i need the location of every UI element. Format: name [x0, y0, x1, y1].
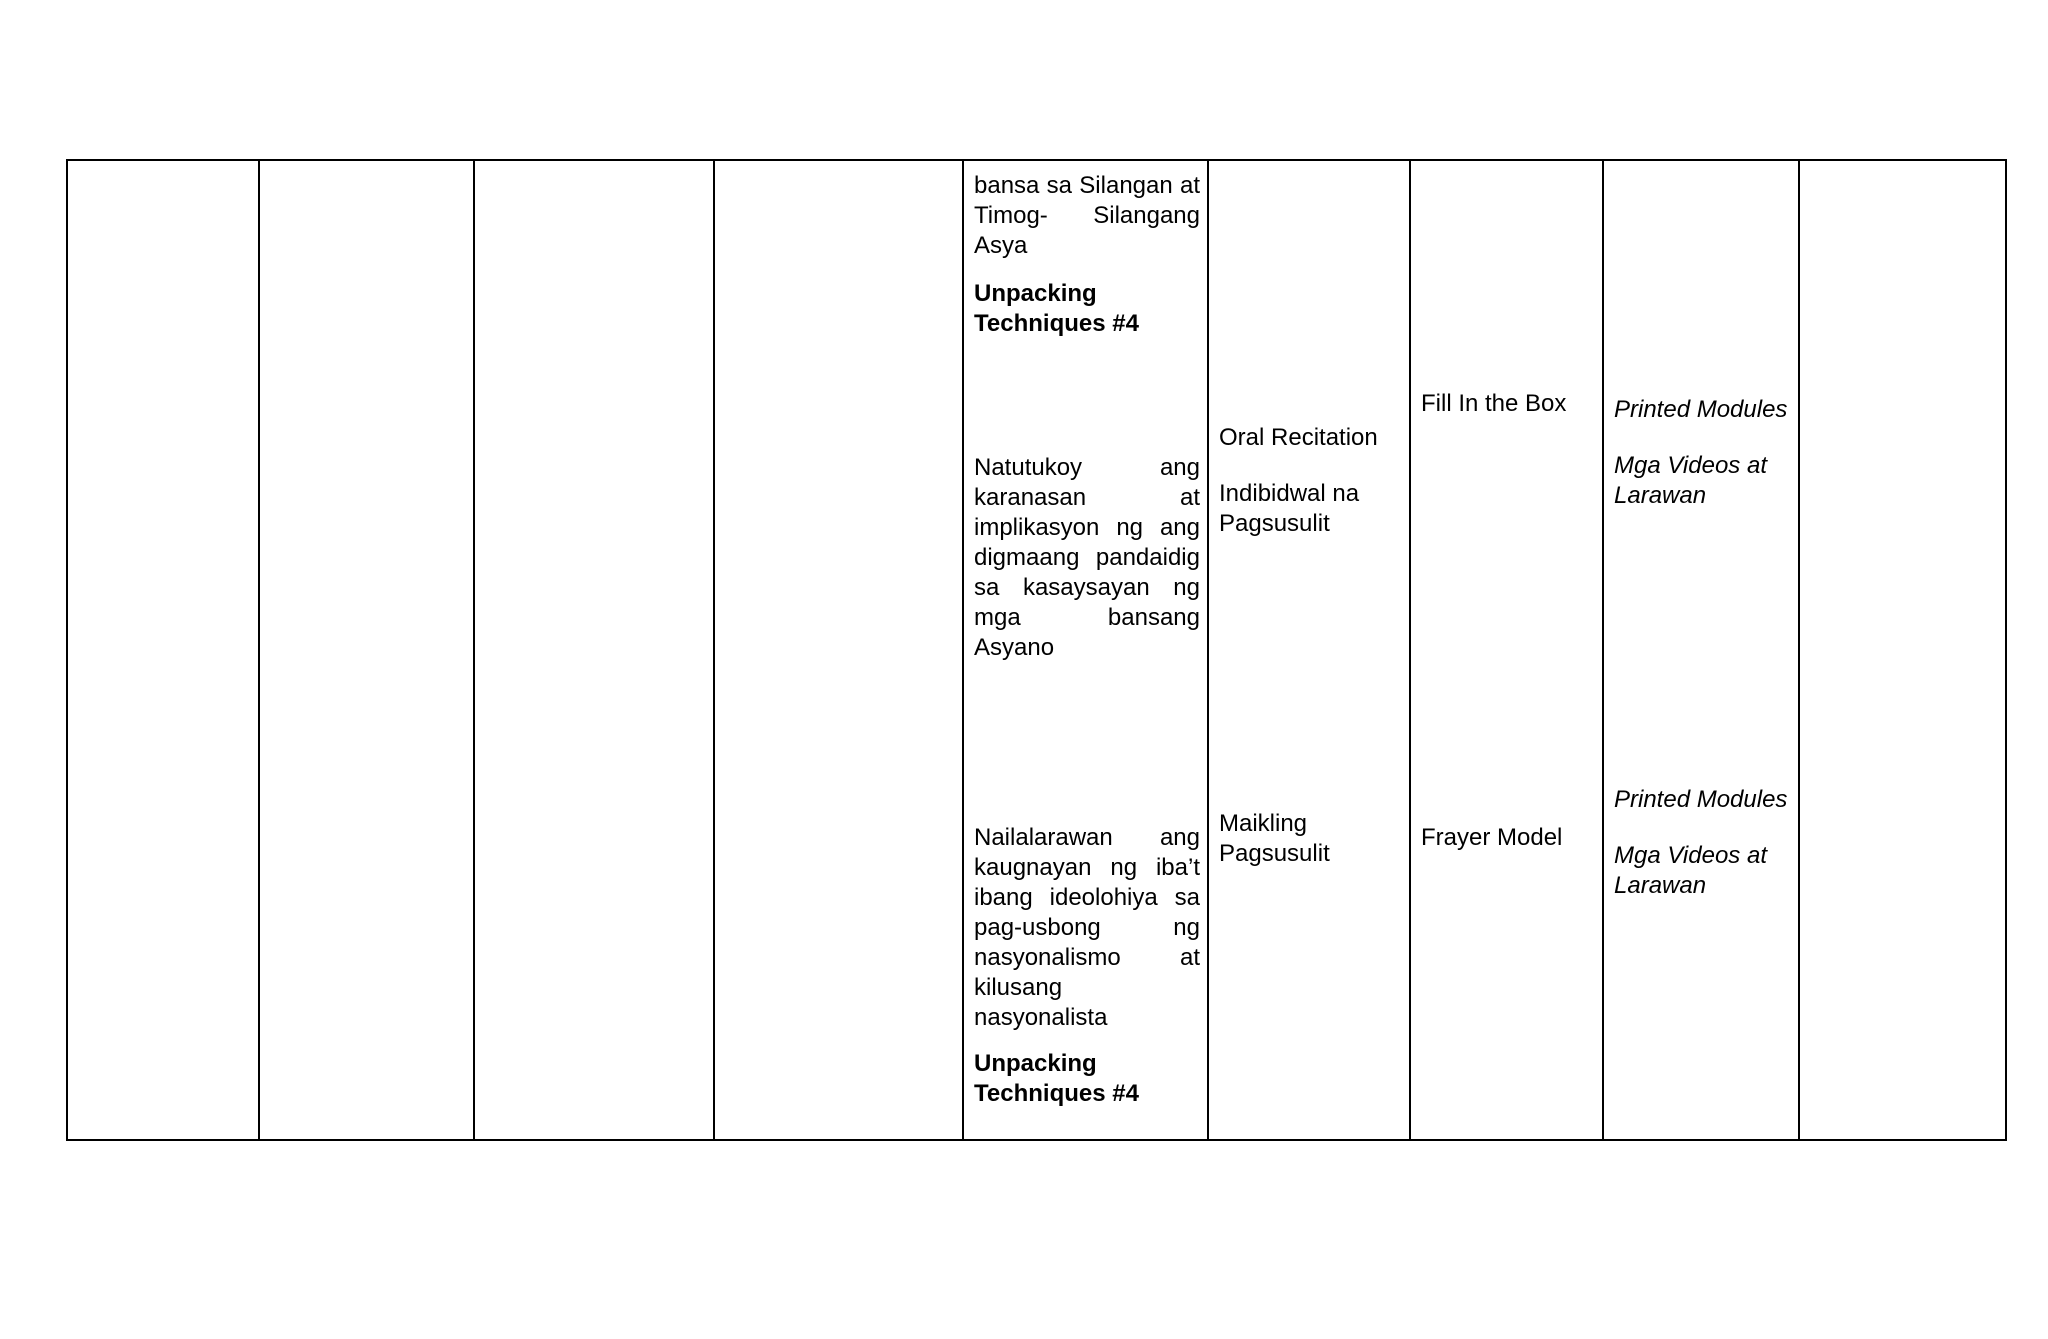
assessment-item-oral: Oral Recitation: [1219, 424, 1378, 451]
empty-cell-1: [67, 160, 259, 1140]
competency-cell: [963, 160, 1208, 1140]
resource-printed-modules-1: Printed Modules: [1614, 396, 1788, 423]
lesson-plan-table: [66, 159, 2007, 1141]
table-row: [67, 160, 2006, 1140]
empty-cell-3: [474, 160, 714, 1140]
activity-item-fill-box: Fill In the Box: [1421, 390, 1567, 417]
empty-cell-2: [259, 160, 474, 1140]
unpacking-label-1: Unpacking Techniques #4: [974, 280, 1139, 337]
assessment-item-quiz: Maikling Pagsusulit: [1219, 810, 1330, 867]
resource-videos-1: Mga Videos at Larawan: [1614, 452, 1767, 509]
assessment-item-individual: Indibidwal na Pagsusulit: [1219, 480, 1360, 537]
competency-text-2: Natutukoy ang karanasan at implikasyon ng ang digmaang pandaidig sa kasaysayan ng mga bansang Asyano: [974, 454, 1200, 661]
activity-cell: [1410, 160, 1603, 1140]
activity-item-frayer: Frayer Model: [1421, 824, 1563, 851]
assessment-cell: [1208, 160, 1410, 1140]
competency-continuation-text: bansa sa Silangan at Timog- Silangang Asya: [974, 172, 1200, 259]
unpacking-label-2: Unpacking Techniques #4: [974, 1050, 1139, 1107]
empty-cell-last: [1799, 160, 2006, 1140]
resource-videos-2: Mga Videos at Larawan: [1614, 842, 1767, 899]
empty-cell-4: [714, 160, 963, 1140]
resources-cell: [1603, 160, 1799, 1140]
resource-printed-modules-2: Printed Modules: [1614, 786, 1788, 813]
competency-text-3: Nailalarawan ang kaugnayan ng iba’t ibang ideolohiya sa pag-usbong ng nasyonalismo at kilusang nasyonalista: [974, 824, 1200, 1031]
